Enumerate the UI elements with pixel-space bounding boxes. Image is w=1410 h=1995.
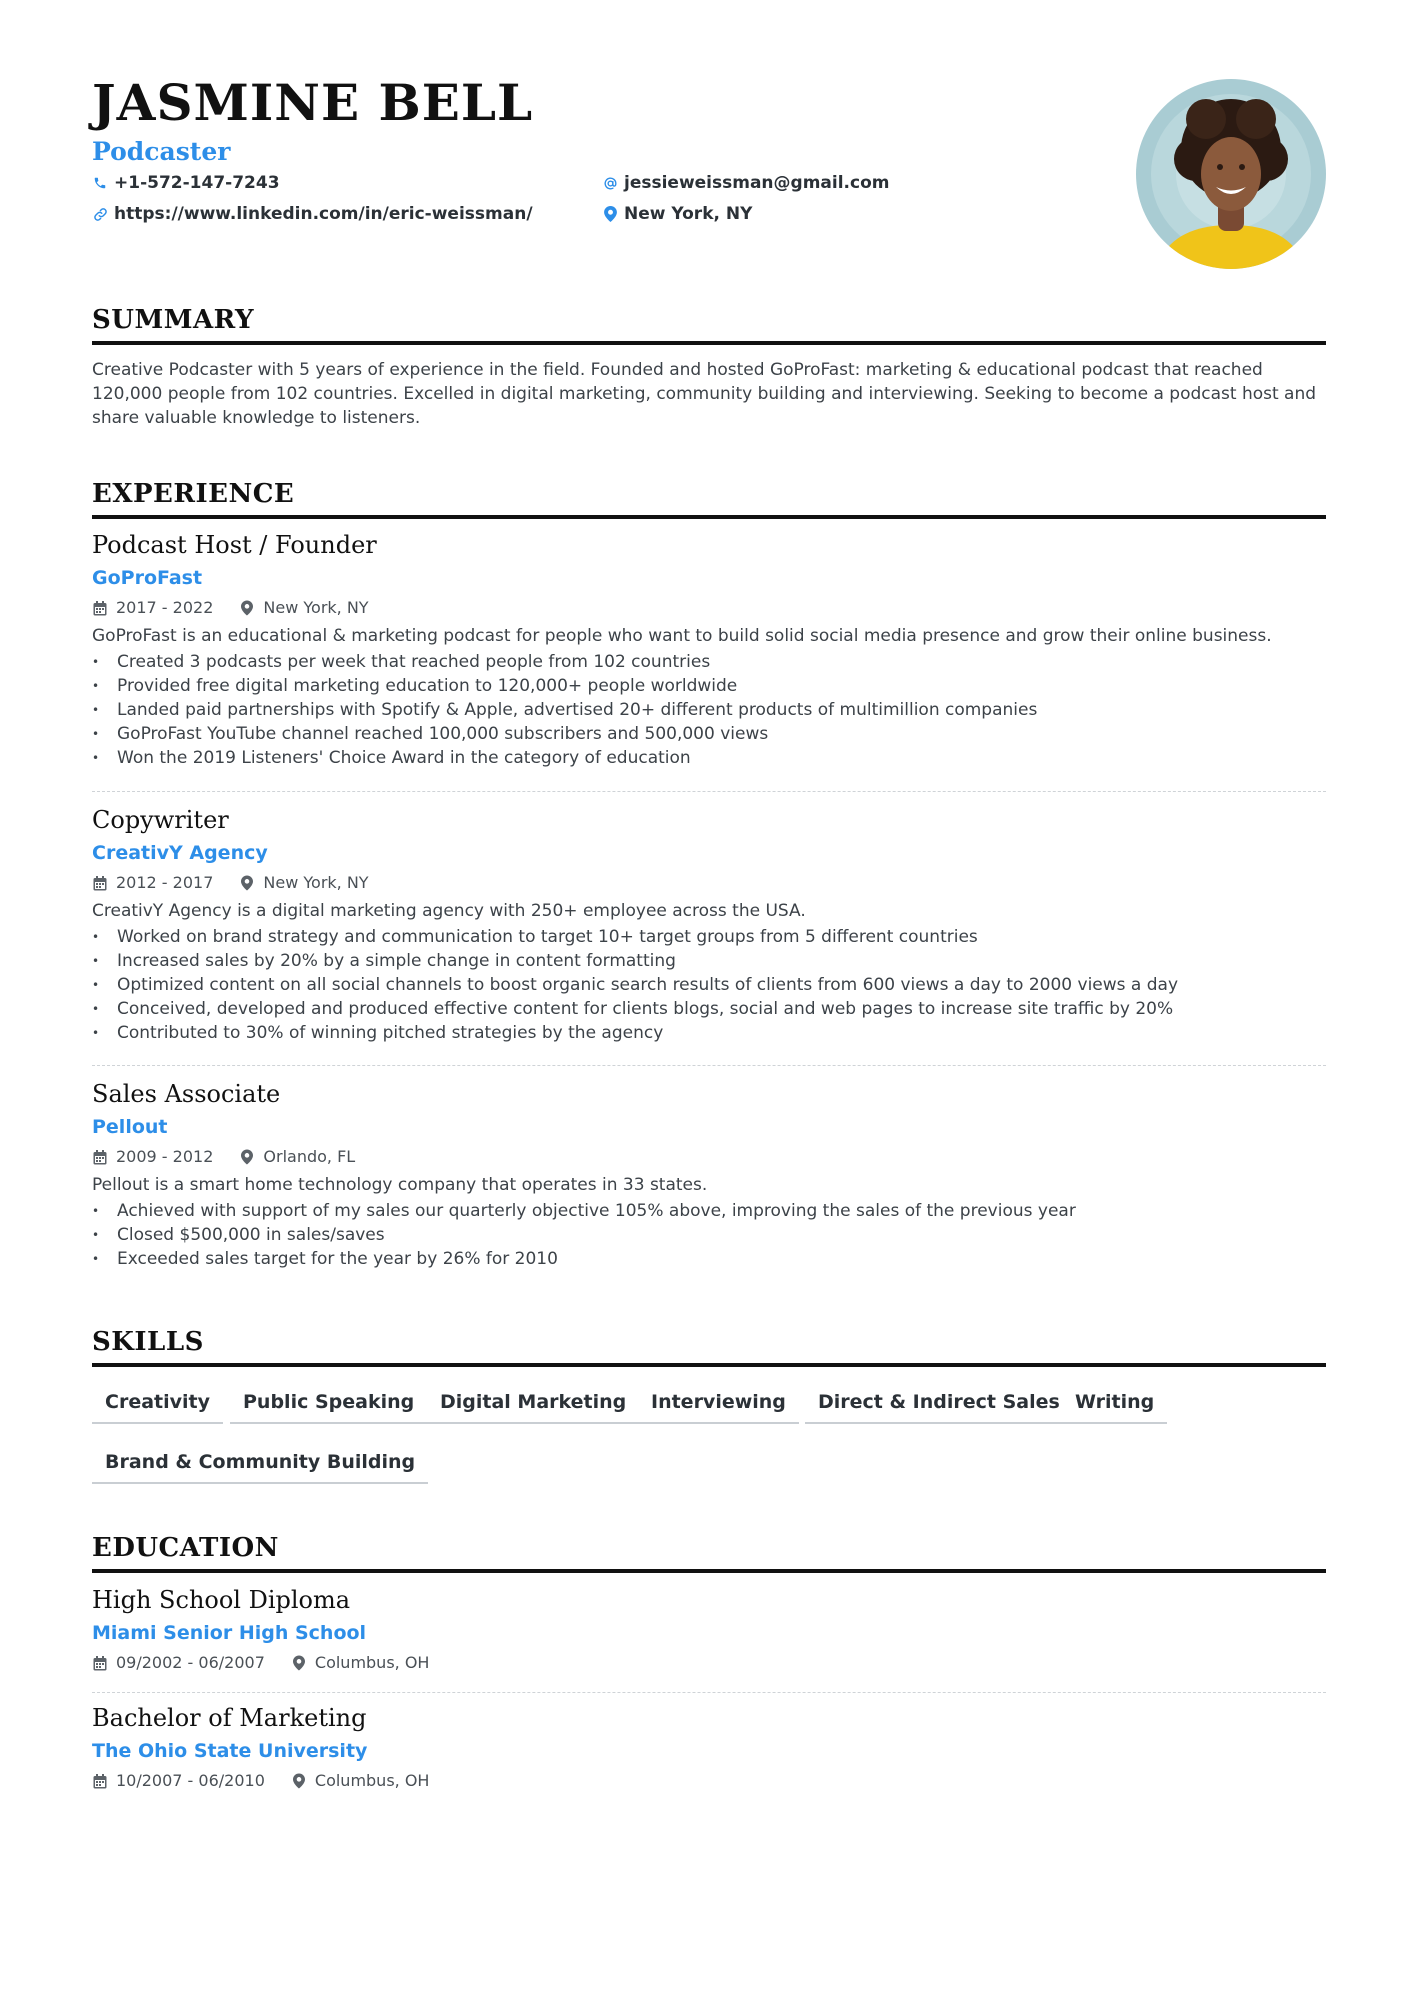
education-dates: 09/2002 - 06/2007 [116, 1653, 265, 1672]
bullet-item: • Won the 2019 Listeners' Choice Award in the category of education [92, 746, 1326, 770]
experience-meta [92, 598, 1326, 618]
email-text: jessieweissman@gmail.com [624, 173, 890, 193]
experience-role: Copywriter [92, 806, 229, 834]
experience-role: Podcast Host / Founder [92, 531, 377, 559]
experience-location: Orlando, FL [263, 1147, 356, 1166]
education-entry [92, 1703, 1326, 1791]
bullet-item: • Created 3 podcasts per week that reached people from 102 countries [92, 650, 1326, 674]
education-location: Columbus, OH [314, 1653, 430, 1672]
calendar-icon [92, 1149, 108, 1165]
entry-divider [92, 1065, 1326, 1066]
contact-email[interactable] [602, 173, 889, 193]
map-pin-icon [239, 875, 255, 891]
education-degree: Bachelor of Marketing [92, 1704, 367, 1732]
bullet-item: • Provided free digital marketing education to 120,000+ people worldwide [92, 674, 1326, 698]
skill-tag: Direct & Indirect Sales [805, 1390, 1073, 1424]
bullet-item: • Optimized content on all social channels to boost organic search results of clients from 600 views a day to 2000 views a day [92, 973, 1326, 997]
calendar-icon [92, 600, 108, 616]
experience-company: CreativY Agency [92, 842, 268, 864]
experience-dates: 2009 - 2012 [116, 1147, 214, 1166]
education-dates: 10/2007 - 06/2010 [116, 1771, 265, 1790]
map-pin-icon [239, 600, 255, 616]
skill-tag: Creativity [92, 1390, 223, 1424]
education-location: Columbus, OH [314, 1771, 430, 1790]
map-pin-icon [291, 1773, 307, 1789]
entry-divider [92, 1692, 1326, 1693]
job-title: Podcaster [92, 137, 231, 166]
bullet-item: • Worked on brand strategy and communication to target 10+ target groups from 5 different countries [92, 925, 1326, 949]
bullet-item: • Contributed to 30% of winning pitched strategies by the agency [92, 1021, 1326, 1045]
candidate-name: JASMINE BELL [92, 73, 534, 132]
contact-linkedin[interactable] [92, 204, 533, 224]
experience-dates: 2012 - 2017 [116, 873, 214, 892]
experience-description: CreativY Agency is a digital marketing agency with 250+ employee across the USA. [92, 901, 806, 921]
skill-tag: Public Speaking [230, 1390, 427, 1424]
map-pin-icon [602, 206, 618, 222]
education-heading: EDUCATION [92, 1535, 1326, 1573]
calendar-icon [92, 875, 108, 891]
contact-phone[interactable] [92, 173, 280, 193]
bullet-item: • GoProFast YouTube channel reached 100,000 subscribers and 500,000 views [92, 722, 1326, 746]
experience-entry [92, 805, 1326, 1045]
bullet-item: • Achieved with support of my sales our quarterly objective 105% above, improving the sales of the previous year [92, 1199, 1326, 1223]
location-text: New York, NY [624, 204, 753, 224]
education-meta [92, 1771, 1326, 1791]
experience-entry [92, 530, 1326, 770]
experience-heading: EXPERIENCE [92, 481, 1326, 519]
education-degree: High School Diploma [92, 1586, 351, 1614]
phone-icon [92, 175, 108, 191]
education-meta [92, 1653, 1326, 1673]
experience-role: Sales Associate [92, 1080, 281, 1108]
summary-text: Creative Podcaster with 5 years of experience in the field. Founded and hosted GoProFast: marketing & educational podcast that reached 120,000 people from 102 countries. Excelled in digital marketing, community building and interviewing. Seeking to become a podcast host and share valuable knowledge to listeners. [92, 360, 1317, 428]
skill-tag: Digital Marketing [427, 1390, 639, 1424]
entry-divider [92, 791, 1326, 792]
calendar-icon [92, 1655, 108, 1671]
summary-heading: SUMMARY [92, 307, 1326, 345]
skill-tag: Brand & Community Building [92, 1450, 428, 1484]
experience-description: Pellout is a smart home technology company that operates in 33 states. [92, 1175, 708, 1195]
linkedin-text: https://www.linkedin.com/in/eric-weissman/ [114, 204, 533, 224]
bullet-item: • Conceived, developed and produced effective content for clients blogs, social and web pages to increase site traffic by 20% [92, 997, 1326, 1021]
experience-company: Pellout [92, 1116, 168, 1138]
experience-bullets [92, 650, 1326, 770]
experience-meta [92, 1147, 1326, 1167]
profile-photo [1136, 79, 1326, 269]
calendar-icon [92, 1773, 108, 1789]
at-icon [602, 175, 618, 191]
education-entry [92, 1585, 1326, 1673]
experience-location: New York, NY [263, 873, 369, 892]
skills-heading: SKILLS [92, 1329, 1326, 1367]
map-pin-icon [291, 1655, 307, 1671]
experience-location: New York, NY [263, 598, 369, 617]
experience-entry [92, 1079, 1326, 1271]
bullet-item: • Closed $500,000 in sales/saves [92, 1223, 1326, 1247]
bullet-item: • Exceeded sales target for the year by 26% for 2010 [92, 1247, 1326, 1271]
bullet-item: • Increased sales by 20% by a simple change in content formatting [92, 949, 1326, 973]
experience-bullets [92, 1199, 1326, 1271]
link-icon [92, 206, 108, 222]
bullet-item: • Landed paid partnerships with Spotify & Apple, advertised 20+ different products of multimillion companies [92, 698, 1326, 722]
contact-location [602, 204, 752, 224]
phone-text: +1-572-147-7243 [114, 173, 280, 193]
experience-company: GoProFast [92, 567, 203, 589]
education-school: The Ohio State University [92, 1740, 368, 1762]
experience-dates: 2017 - 2022 [116, 598, 214, 617]
experience-description: GoProFast is an educational & marketing podcast for people who want to build solid social media presence and grow their online business. [92, 626, 1272, 646]
map-pin-icon [239, 1149, 255, 1165]
experience-meta [92, 873, 1326, 893]
skill-tag: Writing [1062, 1390, 1167, 1424]
education-school: Miami Senior High School [92, 1622, 367, 1644]
skill-tag: Interviewing [638, 1390, 799, 1424]
experience-bullets [92, 925, 1326, 1045]
